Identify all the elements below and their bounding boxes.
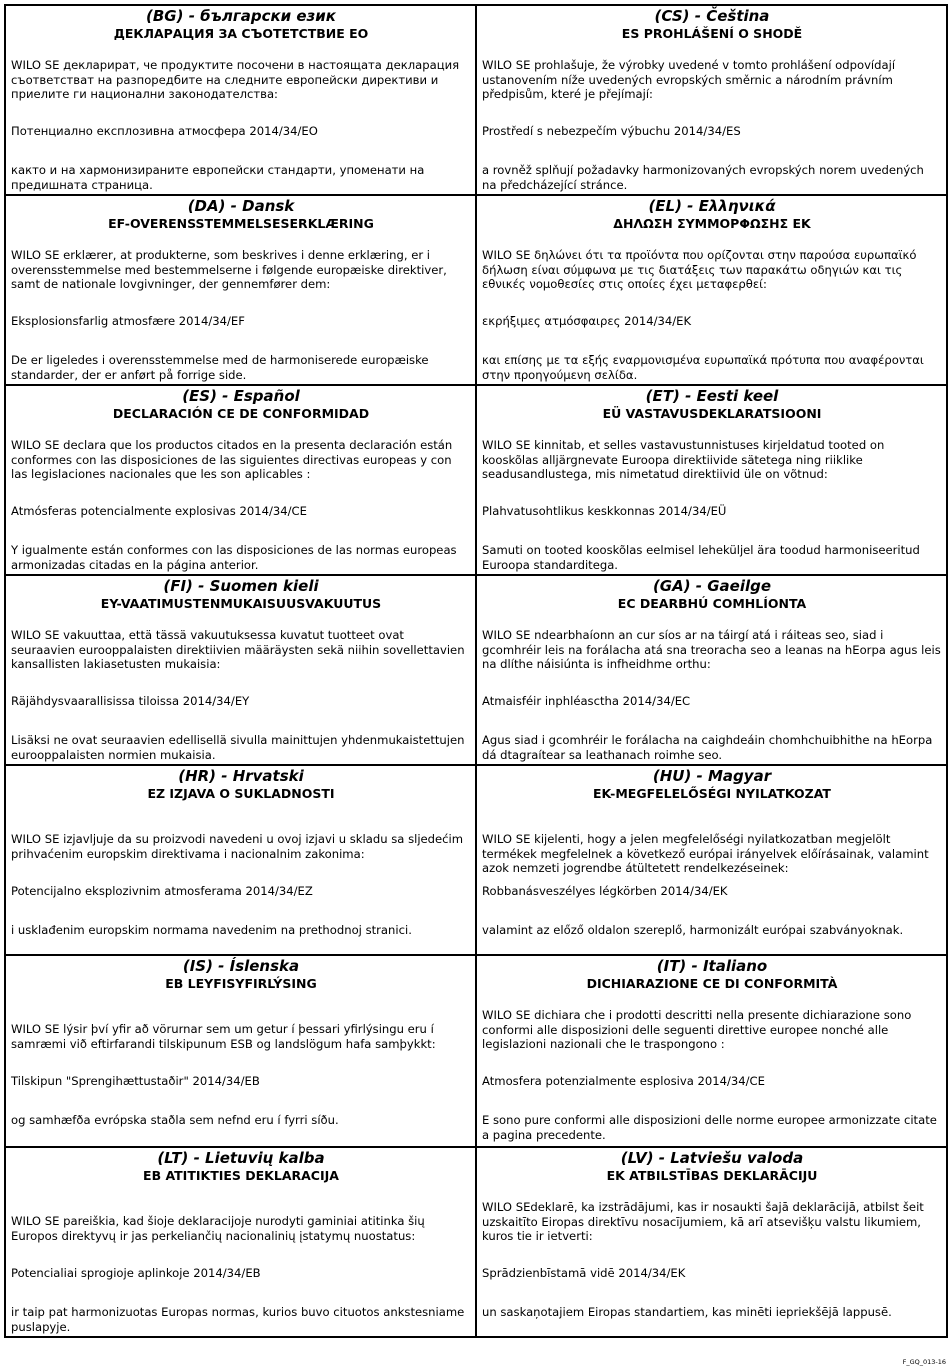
declaration-title: EK ATBILSTĪBAS DEKLARĀCIJU: [606, 1168, 818, 1183]
declaration-title: ΔΗΛΩΣΗ ΣΥΜΜΟΡΦΩΣΗΣ ΕΚ: [613, 216, 811, 231]
declaration-cell: [477, 6, 948, 196]
declaration-cell: [6, 6, 477, 196]
declaration-row: [6, 576, 948, 766]
declaration-cell: [6, 1148, 477, 1338]
standards-statement: както и на хармонизираните европейски стандарти, упоменати на предишната страница.: [11, 163, 425, 192]
declaration-title: EB LEYFISYFIRLÝSING: [165, 976, 317, 991]
declaration-statement: WILO SEdeklarē, ka izstrādājumi, kas ir nosaukti šajā deklarācijā, atbilst šeit uzskaitīto Eiropas direktīvu nosacījumiem, kā arī atsevišķu valstu likumiem, kuros tie ir ietverti:: [482, 1200, 924, 1243]
standards-statement: a rovněž splňují požadavky harmonizovaných evropských norem uvedených na předcházející stránce.: [482, 163, 924, 192]
declaration-cell: [477, 956, 948, 1148]
directive-line: Atmosfera potenzialmente esplosiva 2014/34/CE: [482, 1074, 765, 1088]
directive-line: Sprādzienbīstamā vidē 2014/34/EK: [482, 1266, 686, 1280]
declaration-cell: [477, 386, 948, 576]
declaration-statement: WILO SE izjavljuje da su proizvodi navedeni u ovoj izjavi u skladu sa sljedećim prihvaćenim europskim direktivama i nacionalnim zakonima:: [11, 832, 464, 861]
language-heading: (ES) - Español: [182, 387, 300, 405]
directive-line: Atmósferas potencialmente explosivas 2014/34/CE: [11, 504, 307, 518]
standards-statement: Agus siad i gcomhréir le forálacha na caighdeáin chomhchuibhithe na hEorpa dá dtagraítear sa leathanach roimhe seo.: [482, 733, 933, 762]
declaration-title: EÜ VASTAVUSDEKLARATSIOONI: [602, 406, 822, 421]
declaration-row: [6, 386, 948, 576]
declaration-cell: [477, 196, 948, 386]
directive-line: Räjähdysvaarallisissa tiloissa 2014/34/EY: [11, 694, 250, 708]
standards-statement: valamint az előző oldalon szereplő, harmonizált európai szabványoknak.: [482, 923, 904, 937]
directive-line: Prostředí s nebezpečím výbuchu 2014/34/ES: [482, 124, 741, 138]
standards-statement: i usklađenim europskim normama navedenim na prethodnoj stranici.: [11, 923, 412, 937]
declaration-title: EF-OVERENSSTEMMELSESERKLÆRING: [108, 216, 374, 231]
declaration-row: [6, 766, 948, 956]
language-heading: (CS) - Čeština: [654, 7, 770, 25]
declaration-row: [6, 1148, 948, 1338]
directive-line: Potencialiai sprogioje aplinkoje 2014/34/EB: [11, 1266, 261, 1280]
declaration-title: DECLARACIÓN CE DE CONFORMIDAD: [112, 406, 370, 421]
standards-statement: un saskaņotajiem Eiropas standartiem, kas minēti iepriekšējā lappusē.: [482, 1305, 892, 1319]
standards-statement: De er ligeledes i overensstemmelse med de harmoniserede europæiske standarder, der er anført på forrige side.: [11, 353, 429, 382]
standards-statement: Samuti on tooted kooskõlas eelmisel leheküljel ära toodud harmoniseeritud Euroopa standarditega.: [482, 543, 920, 572]
language-heading: (GA) - Gaeilge: [652, 577, 772, 595]
language-heading: (FI) - Suomen kieli: [163, 577, 319, 595]
directive-line: εκρήξιμες ατμόσφαιρες 2014/34/ΕΚ: [482, 314, 692, 328]
declaration-title: EB ATITIKTIES DEKLARACIJA: [143, 1168, 339, 1183]
language-heading: (IT) - Italiano: [656, 957, 768, 975]
declaration-statement: WILO SE ndearbhaíonn an cur síos ar na táirgí atá i ráiteas seo, siad i gcomhréir leis na forálacha atá sna treoracha seo a leanas na hEorpa agus leis na dlíthe náisiúnta is infheidhme orthu:: [482, 628, 941, 671]
language-heading: (EL) - Ελληνικά: [648, 197, 776, 215]
declaration-row: [6, 196, 948, 386]
standards-statement: og samhæfða evrópska staðla sem nefnd eru í fyrri síðu.: [11, 1113, 339, 1127]
declaration-statement: WILO SE vakuuttaa, että tässä vakuutuksessa kuvatut tuotteet ovat seuraavien eurooppalaisten direktiivien määräysten sekä niihin sovellettavien kansallisten lakiasetusten mukaisia:: [11, 628, 465, 671]
declaration-grid: [4, 4, 948, 1338]
declaration-row: [6, 956, 948, 1148]
standards-statement: Lisäksi ne ovat seuraavien edellisellä sivulla mainittujen yhdenmukaistettujen eurooppalaisten normien mukaisia.: [11, 733, 465, 762]
language-heading: (DA) - Dansk: [187, 197, 295, 215]
directive-line: Потенциално експлозивна атмосфера 2014/34/ЕО: [11, 124, 318, 138]
declaration-cell: [477, 576, 948, 766]
directive-line: Robbanásveszélyes légkörben 2014/34/EK: [482, 884, 728, 898]
declaration-statement: WILO SE declara que los productos citados en la presenta declaración están conformes con las disposiciones de las siguientes directivas europeas y con las legislaciones nacionales que les son aplicables :: [11, 438, 453, 481]
declaration-statement: WILO SE lýsir því yfir að vörurnar sem um getur í þessari yfirlýsingu eru í samræmi við eftirfarandi tilskipunum ESB og landslögum hafa samþykkt:: [11, 1022, 436, 1051]
declaration-statement: WILO SE δηλώνει ότι τα προϊόντα που ορίζονται στην παρούσα ευρωπαϊκό δήλωση είναι σύμφωνα με τις διατάξεις των παρακάτω οδηγιών και τις εθνικές νομοθεσίες στις οποίες έχει μεταφερθεί:: [482, 248, 917, 291]
declaration-statement: WILO SE kijelenti, hogy a jelen megfelelőségi nyilatkozatban megjelölt termékek megfelelnek a következő európai irányelvek előírásainak, valamint azok nemzeti jogrendbe átültetett rendelkezéseinek:: [482, 832, 929, 875]
language-heading: (LV) - Latviešu valoda: [620, 1149, 804, 1167]
declaration-title: ДЕКЛАРАЦИЯ ЗА СЪОТЕТСТВИЕ ЕО: [113, 26, 369, 41]
declaration-cell: [477, 766, 948, 956]
language-heading: (IS) - Íslenska: [182, 957, 300, 975]
language-heading: (HU) - Magyar: [652, 767, 772, 785]
declaration-title: EZ IZJAVA O SUKLADNOSTI: [147, 786, 335, 801]
standards-statement: ir taip pat harmonizuotas Europas normas, kurios buvo cituotos ankstesniame puslapyje.: [11, 1305, 465, 1334]
directive-line: Plahvatusohtlikus keskkonnas 2014/34/EÜ: [482, 504, 727, 518]
declaration-title: EK-MEGFELELŐSÉGI NYILATKOZAT: [593, 786, 831, 801]
directive-line: Tilskipun "Sprengihættustaðir" 2014/34/EB: [11, 1074, 260, 1088]
language-heading: (LT) - Lietuvių kalba: [157, 1149, 325, 1167]
directive-line: Potencijalno eksplozivnim atmosferama 2014/34/EZ: [11, 884, 313, 898]
declaration-cell: [6, 766, 477, 956]
declaration-row: [6, 6, 948, 196]
declaration-title: EY-VAATIMUSTENMUKAISUUSVAKUUTUS: [100, 596, 382, 611]
standards-statement: και επίσης με τα εξής εναρμονισμένα ευρωπαϊκά πρότυπα που αναφέρονται στην προηγούμενη σελίδα.: [482, 353, 924, 382]
declaration-statement: WILO SE kinnitab, et selles vastavustunnistuses kirjeldatud tooted on kooskõlas alljärgnevate Euroopa direktiivide sätetega ning riiklike seadusandlustega, mis nimetatud direktiivid üle on võtnud:: [482, 438, 885, 481]
declaration-cell: [6, 956, 477, 1148]
directive-line: Atmaisféir inphléasctha 2014/34/EC: [482, 694, 691, 708]
directive-line: Eksplosionsfarlig atmosfære 2014/34/EF: [11, 314, 245, 328]
declaration-statement: WILO SE декларират, че продуктите посочени в настоящата декларация съответстват на разпоредбите на следните европейски директиви и приелите ги национални законодателства:: [11, 58, 460, 101]
declaration-statement: WILO SE dichiara che i prodotti descritti nella presente dichiarazione sono conformi alle disposizioni delle seguenti direttive europee nonché alle legislazioni nazionali che le traspongono :: [482, 1008, 912, 1051]
language-heading: (BG) - български език: [146, 7, 336, 25]
declaration-cell: [477, 1148, 948, 1338]
standards-statement: Y igualmente están conformes con las disposiciones de las normas europeas armonizadas citadas en la página anterior.: [11, 543, 457, 572]
language-heading: (HR) - Hrvatski: [178, 767, 304, 785]
declaration-title: DICHIARAZIONE CE DI CONFORMITÀ: [586, 976, 838, 991]
declaration-cell: [6, 386, 477, 576]
document-code: F_GQ_013-16: [902, 1358, 946, 1366]
declaration-statement: WILO SE erklærer, at produkterne, som beskrives i denne erklæring, er i overensstemmelse med bestemmelserne i følgende europæiske direktiver, samt de nationale lovgivninger, der gennemfører dem:: [11, 248, 447, 291]
declaration-title: ES PROHLÁŠENÍ O SHODĚ: [621, 26, 803, 41]
standards-statement: E sono pure conformi alle disposizioni delle norme europee armonizzate citate a pagina precedente.: [482, 1113, 937, 1142]
declaration-statement: WILO SE pareiškia, kad šioje deklaracijoje nurodyti gaminiai atitinka šių Europos direktyvų ir jas perkeliančių nacionalinių įstatymų nuostatus:: [11, 1214, 425, 1243]
declaration-cell: [6, 196, 477, 386]
language-heading: (ET) - Eesti keel: [645, 387, 779, 405]
declaration-title: EC DEARBHÚ COMHLÍONTA: [617, 596, 807, 611]
declaration-statement: WILO SE prohlašuje, že výrobky uvedené v tomto prohlášení odpovídají ustanovením níže uvedených evropských směrnic a národním právním předpisům, které je přejímají:: [482, 58, 896, 101]
declaration-cell: [6, 576, 477, 766]
